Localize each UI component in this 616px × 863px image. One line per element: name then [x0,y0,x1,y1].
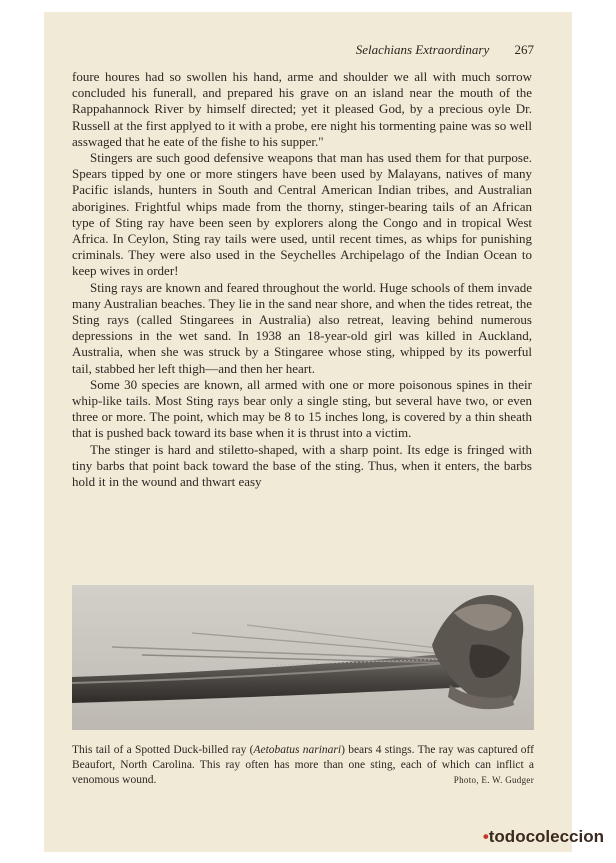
figure-caption [72,743,534,788]
watermark [483,827,604,847]
caption-text-before: This tail of a Spotted Duck-billed ray ( [72,744,254,756]
paragraph: Sting rays are known and feared throughout the world. Huge schools of them invade many Australian beaches. They lie in the sand near shore, and when the tides retreat, the Sting rays (called Stingarees in Australia) also retreat, leaving behind numerous depressions in the wet sand. In 1938 an 18-year-old girl was killed in Auckland, Australia, when she was struck by a Stingaree whose sting, whipped by its powerful tail, stabbed her left thigh—and then her heart. [72,279,532,376]
running-title: Selachians Extraordinary [355,42,490,57]
page-number: 267 [514,42,534,57]
photo-credit: Photo, E. W. Gudger [453,775,534,785]
stingray-tail-photo [72,585,534,730]
paragraph: Stingers are such good defensive weapons that man has used them for that purpose. Spears tipped by one or more stingers have been used by Malayans, natives of many Pacific islands, hunters in South and Central American Indian tribes, and Australian aborigines. Frightful whips made from the thorny, stinger-bearing tails of an African type of Sting ray have been seen by explorers along the Congo and in tropical West Africa. In Ceylon, Sting ray tails were used, until recent times, as whips for punishing criminals. They were also used in the Seychelles Archipelago of the Indian Ocean to keep wives in order! [72,150,532,279]
book-page [44,12,572,852]
caption-species: Aetobatus narinari [253,744,342,756]
watermark-dot-icon: • [482,827,489,846]
caption-text-after: ) bears 4 stings. The ray was captured off Beaufort, North Carolina. This ray often has more than one sting, each of which can inflict a venomous wound. [72,744,534,786]
running-head [44,42,534,58]
paragraph: Some 30 species are known, all armed with one or more poisonous spines in their whip-like tails. Most Sting rays bear only a single sting, but several have two, or even three or more. The point, which may be 8 to 15 inches long, is covered by a thin sheath that is pushed back toward its base when it is thrust into a victim. [72,376,532,441]
paragraph: foure houres had so swollen his hand, arme and shoulder we all with much sorrow concluded his funerall, and prepared his grave on an island near the mouth of the Rappahannock River by himself directed; yet it pleased God, by a precious oyle Dr. Russell at the first applyed to it with a probe, ere night his tormenting paine was so well asswaged that he eate of the fishe to his supper." [72,69,532,149]
watermark-text: todocoleccion [488,827,604,846]
stingray-tail-illustration [72,585,534,730]
paragraph: The stinger is hard and stiletto-shaped, with a sharp point. Its edge is fringed with tiny barbs that point back toward the base of the sting. Thus, when it enters, the barbs hold it in the wound and thwart easy [72,441,532,490]
body-text [72,69,532,490]
